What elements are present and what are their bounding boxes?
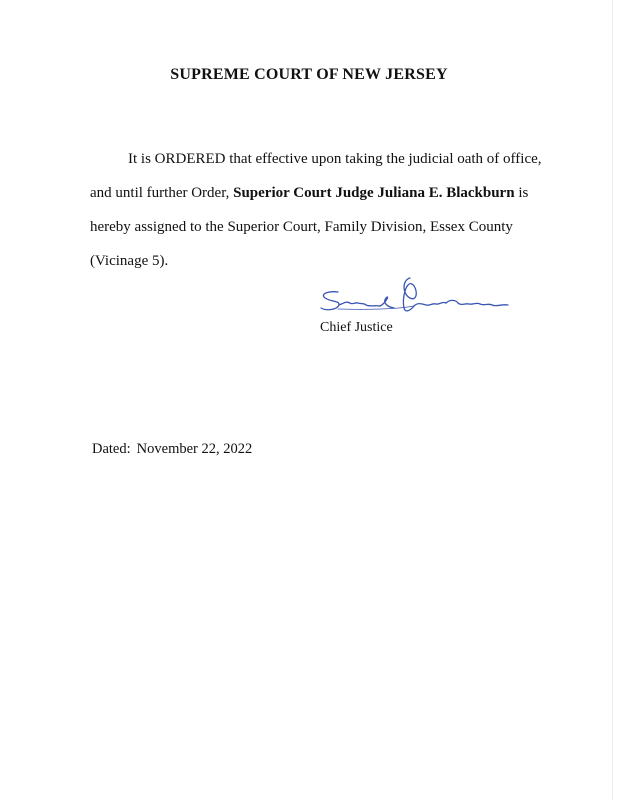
dated-label: Dated: [92, 441, 131, 457]
signature-title: Chief Justice [320, 320, 393, 335]
order-text-part1: It is ORDERED that effective upon taking the judicial oath of office, and until further Order, [90, 151, 542, 201]
order-text-part2: is hereby assigned to the Superior Court, Family Division, Essex County (Vicinage 5). [90, 185, 529, 269]
signature-mark [318, 272, 518, 320]
dated-line [92, 441, 252, 458]
page-title: SUPREME COURT OF NEW JERSEY [170, 66, 448, 83]
dated-value: November 22, 2022 [136, 441, 253, 457]
scan-edge-line [612, 0, 613, 800]
order-paragraph [90, 142, 560, 278]
judge-name: Superior Court Judge Juliana E. Blackburn [233, 185, 515, 201]
